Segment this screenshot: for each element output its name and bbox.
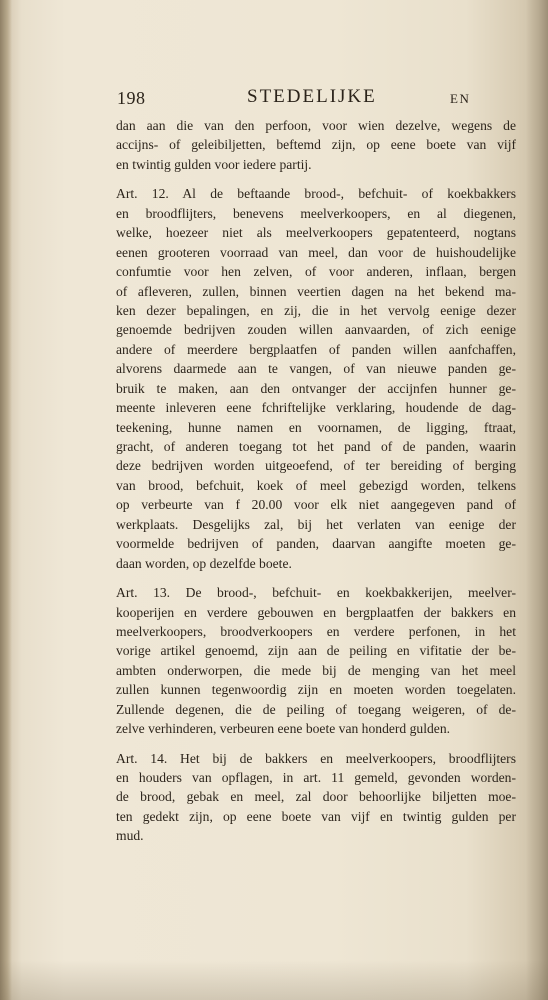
text-line: ken dezer bepalingen, en zij, die in het vervolg eenige dezer <box>116 302 516 318</box>
body-text <box>116 116 516 846</box>
paragraph-gap <box>116 739 516 749</box>
text-line: Art. 13. De brood-, befchuit- en koekbakkerijen, meelver- <box>116 585 516 601</box>
text-line: en twintig gulden voor iedere partij. <box>116 156 312 172</box>
text-line: Art. 12. Al de beftaande brood-, befchuit- of koekbakkers <box>116 186 516 202</box>
text-line: dan aan die van den perfoon, voor wien dezelve, wegens de <box>116 118 516 133</box>
text-line: deze bedrijven worden uitgeoefend, of ter bereiding of berging <box>116 458 516 474</box>
paragraph <box>116 184 516 573</box>
text-line: alvorens daarmede aan te vangen, of van nieuwe panden ge- <box>116 361 516 377</box>
text-line: werkplaats. Desgelijks zal, bij het verlaten van eenige der <box>116 516 516 532</box>
text-line: confumtie voor hen zelven, of voor anderen, inflaan, bergen <box>116 264 516 280</box>
text-line: zelve verhinderen, verbeuren eene boete van honderd gulden. <box>116 721 451 737</box>
text-line: ambten onderworpen, die mede bij de menging van het meel <box>116 662 516 678</box>
text-line: andere of meerdere bergplaatfen of panden willen aanfchaffen, <box>116 341 516 357</box>
page-outer-edge <box>526 0 548 1000</box>
text-line: of afleveren, zullen, binnen veertien dagen na het bekend ma- <box>116 283 516 299</box>
text-line: eenen grooteren voorraad van meel, dan voor de huishoudelijke <box>116 244 516 260</box>
running-head: STEDELIJKE <box>247 86 377 107</box>
text-line: ten gedekt zijn, op eene boete van vijf en twintig gulden per <box>116 808 516 824</box>
paragraph-gap <box>116 573 516 583</box>
text-line: accijns- of geleibiljetten, beftemd zijn, op eene boete van vijf <box>116 137 516 153</box>
text-line: meelverkoopers, broodverkoopers en verdere perfonen, in het <box>116 623 516 639</box>
page-binding-edge <box>0 0 12 1000</box>
paragraph-gap <box>116 174 516 184</box>
text-line: vorige artikel genoemd, zijn aan de peiling en vifitatie der be- <box>116 643 516 659</box>
text-line: Zullende degenen, die de peiling of toegang weigeren, of de- <box>116 701 516 717</box>
page-number: 198 <box>117 88 146 108</box>
running-head-continuation: EN <box>450 91 471 106</box>
text-line: en houders van opflagen, in art. 11 gemeld, gevonden worden- <box>116 770 516 785</box>
text-line: zullen kunnen tegenwoordig zijn en moeten worden toegelaten. <box>116 682 516 698</box>
page-header <box>117 86 517 112</box>
text-line: op verbeurte van f 20.00 voor elk niet aangegeven pand of <box>116 497 516 513</box>
text-line: kooperijen en verdere gebouwen en bergplaatfen der bakkers en <box>116 604 516 620</box>
paragraph <box>116 116 516 174</box>
page-bottom-shadow <box>0 960 548 1000</box>
text-line: gracht, of anderen toegang tot het pand of de panden, waarin <box>116 439 516 454</box>
text-line: bruik te maken, aan den ontvanger der accijnfen hunner ge- <box>116 380 516 396</box>
paragraph <box>116 583 516 739</box>
text-line: de brood, gebak en meel, zal door behoorlijke biljetten moe- <box>116 789 516 805</box>
text-line: mud. <box>116 828 144 844</box>
text-line: Art. 14. Het bij de bakkers en meelverkoopers, broodflijters <box>116 750 516 766</box>
text-line: van brood, befchuit, koek of meel gebezigd worden, telkens <box>116 477 516 493</box>
paragraph <box>116 749 516 846</box>
text-line: daan worden, op dezelfde boete. <box>116 555 292 571</box>
text-line: genoemde bedrijven zouden willen aanvaarden, of zich eenige <box>116 322 516 338</box>
text-line: meente inleveren eene fchriftelijke verklaring, houdende de dag- <box>116 400 516 416</box>
text-line: welke, hoezeer niet als meelverkoopers gepatenteerd, nogtans <box>116 225 516 241</box>
text-line: teekening, hunne namen en voornamen, de ligging, ftraat, <box>116 419 516 435</box>
text-line: voormelde bedrijven of panden, daarvan aangifte moeten ge- <box>116 536 516 552</box>
text-line: en broodflijters, benevens meelverkoopers, en al diegenen, <box>116 205 516 221</box>
